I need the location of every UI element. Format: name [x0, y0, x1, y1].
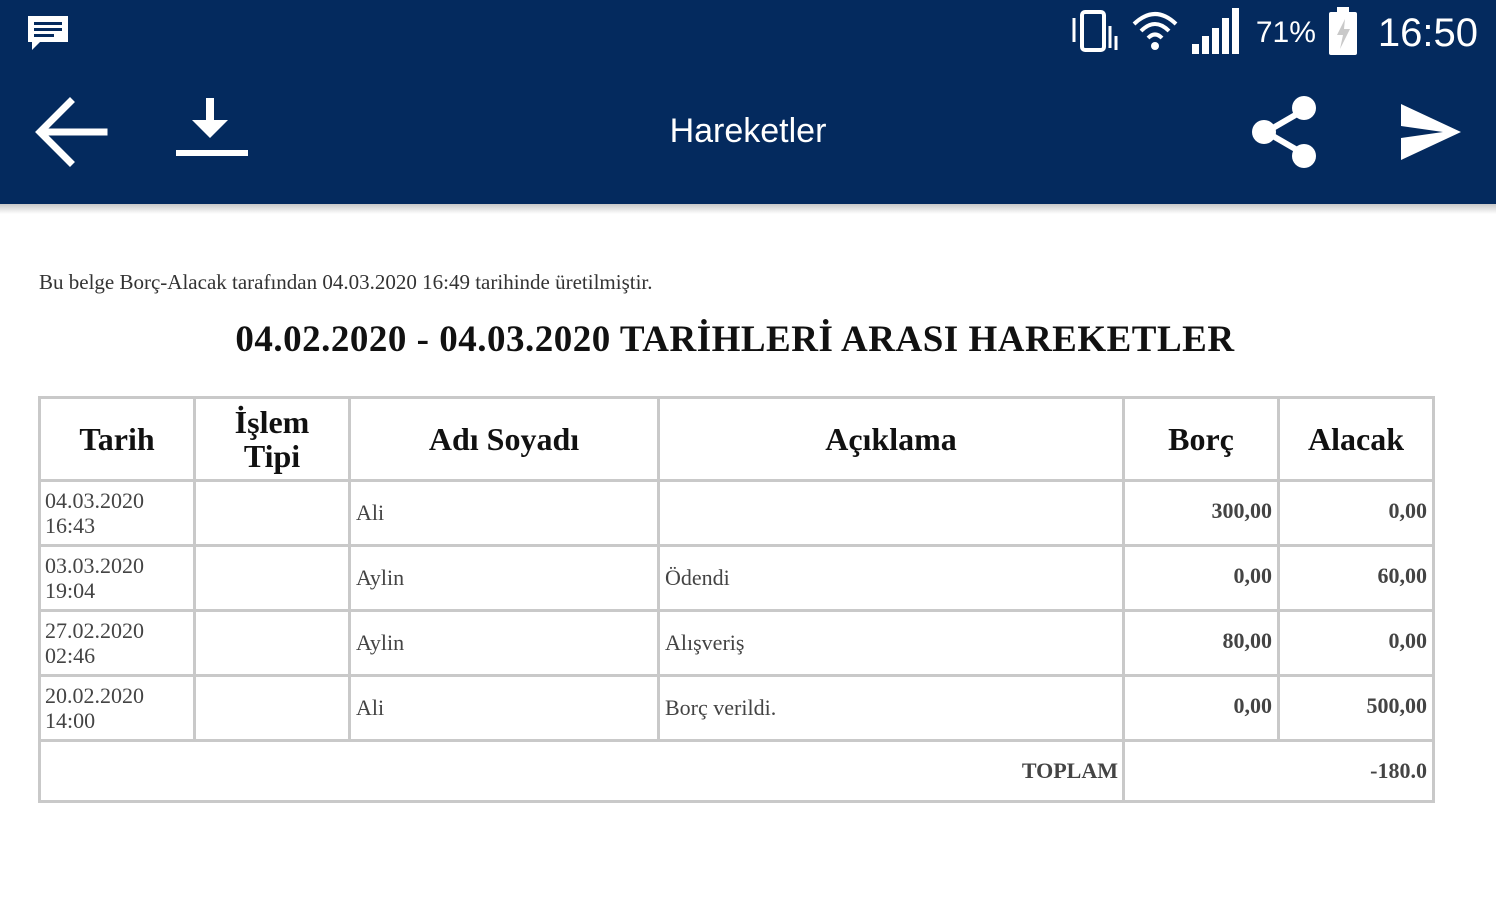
date-cell	[40, 611, 195, 676]
type-cell	[195, 676, 350, 741]
description-cell: Alışveriş	[659, 611, 1124, 676]
status-bar	[0, 0, 1496, 66]
app-bar	[0, 66, 1496, 204]
column-header-debit: Borç	[1124, 398, 1279, 481]
table-row	[40, 481, 1434, 546]
description-cell	[659, 481, 1124, 546]
transactions-table	[38, 396, 1435, 803]
credit-cell: 60,00	[1279, 546, 1434, 611]
name-cell: Aylin	[350, 611, 659, 676]
time: 16:43	[45, 513, 96, 538]
date: 20.02.2020	[45, 683, 144, 708]
battery-percent: 71%	[1255, 16, 1316, 49]
type-cell	[195, 546, 350, 611]
table-header-row	[40, 398, 1434, 481]
page-title: Hareketler	[669, 112, 827, 150]
column-header-name: Adı Soyadı	[350, 398, 659, 481]
credit-cell: 0,00	[1279, 481, 1434, 546]
type-cell	[195, 481, 350, 546]
table-row	[40, 676, 1434, 741]
description-cell: Borç verildi.	[659, 676, 1124, 741]
share-icon	[1248, 94, 1324, 175]
column-header-description: Açıklama	[659, 398, 1124, 481]
send-button[interactable]	[1390, 94, 1470, 174]
column-header-type: İşlem Tipi	[195, 398, 350, 481]
time: 02:46	[45, 643, 96, 668]
app-bar-shadow	[0, 204, 1496, 214]
time: 19:04	[45, 578, 96, 603]
message-notification-icon	[26, 14, 70, 59]
date: 03.03.2020	[45, 553, 144, 578]
credit-cell: 0,00	[1279, 611, 1434, 676]
type-cell	[195, 611, 350, 676]
name-cell: Ali	[350, 676, 659, 741]
debit-cell: 0,00	[1124, 676, 1279, 741]
document-note: Bu belge Borç-Alacak tarafından 04.03.2020 16:49 tarihinde üretilmiştir.	[39, 270, 653, 294]
column-header-date: Tarih	[40, 398, 195, 481]
name-cell: Ali	[350, 481, 659, 546]
wifi-icon	[1130, 8, 1180, 59]
table-row	[40, 611, 1434, 676]
name-cell: Aylin	[350, 546, 659, 611]
status-time: 16:50	[1377, 10, 1478, 55]
date-cell	[40, 546, 195, 611]
column-header-credit: Alacak	[1279, 398, 1434, 481]
document-view	[0, 214, 1496, 900]
credit-cell: 500,00	[1279, 676, 1434, 741]
battery-charging-icon	[1326, 5, 1360, 62]
total-label: TOPLAM	[40, 741, 1124, 802]
time: 14:00	[45, 708, 96, 733]
date: 04.03.2020	[45, 488, 144, 513]
send-icon	[1395, 102, 1465, 167]
total-value: -180.0	[1124, 741, 1434, 802]
signal-icon	[1190, 6, 1246, 61]
document-heading: 04.02.2020 - 04.03.2020 TARİHLERİ ARASI HAREKETLER	[235, 319, 1235, 360]
total-row	[40, 741, 1434, 802]
vibrate-icon	[1070, 6, 1120, 61]
table-row	[40, 546, 1434, 611]
debit-cell: 300,00	[1124, 481, 1279, 546]
date: 27.02.2020	[45, 618, 144, 643]
date-cell	[40, 481, 195, 546]
description-cell: Ödendi	[659, 546, 1124, 611]
share-button[interactable]	[1246, 94, 1326, 174]
debit-cell: 0,00	[1124, 546, 1279, 611]
date-cell	[40, 676, 195, 741]
debit-cell: 80,00	[1124, 611, 1279, 676]
